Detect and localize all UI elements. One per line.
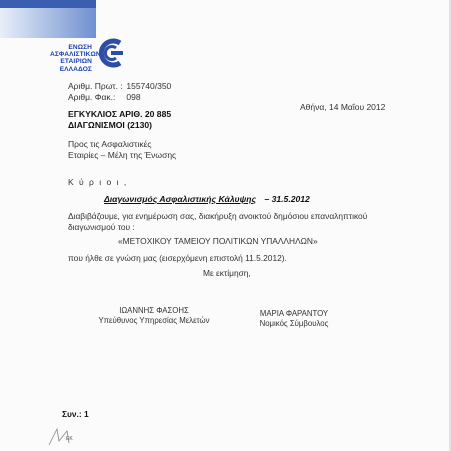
stamp-text: ΕΚ: [66, 436, 73, 442]
signature-block-1: [74, 306, 234, 326]
org-line-4: ΕΛΛΑΔΟΣ: [59, 65, 92, 73]
file-label: Αριθμ. Φακ.:: [68, 92, 116, 102]
union-logo-icon: [96, 38, 126, 68]
subject-text: Διαγωνισμός Ασφαλιστικής Κάλυψης: [104, 194, 257, 204]
signatory-role-2: Νομικός Σύμβουλος: [259, 319, 329, 328]
protocol-label: Αριθμ. Πρωτ. :: [68, 81, 123, 91]
circular-subtitle: ΔΙΑΓΩΝΙΣΜΟΙ (2130): [68, 120, 153, 130]
subject-date: – 31.5.2012: [264, 194, 310, 204]
salutation: Κ ύ ρ ι ο ι ,: [68, 177, 128, 187]
signatory-name-2: ΜΑΡΙΑ ΦΑΡΑΝΤΟΥ: [259, 309, 329, 318]
body-paragraph-2: που ήλθε σε γνώση μας (εισερχόμενη επιστολή 11.5.2012).: [68, 253, 287, 263]
signatory-role-1: Υπεύθυνος Υπηρεσίας Μελετών: [98, 316, 210, 325]
body-paragraph-1: Διαβιβάζουμε, για ενημέρωση σας, διακήρυξη ανοικτού δημόσιου επαναληπτικού διαγωνισμού του :: [68, 211, 368, 232]
file-value: 098: [126, 92, 141, 102]
circular-title: ΕΓΚΥΚΛΙΟΣ ΑΡΙΘ. 20 885: [68, 109, 172, 119]
fund-name: «ΜΕΤΟΧΙΚΟΥ ΤΑΜΕΙΟΥ ΠΟΛΙΤΙΚΩΝ ΥΠΑΛΛΗΛΩΝ»: [118, 236, 318, 246]
subject-line: [104, 194, 310, 204]
recipient-line-2: Εταιρίες – Μέλη της Ένωσης: [68, 150, 177, 160]
recipients: [68, 139, 176, 161]
signature-block-2: [234, 309, 354, 329]
signatory-name-1: ΙΩΑΝΝΗΣ ΦΑΣΟΗΣ: [119, 306, 189, 315]
organization-name: [50, 44, 101, 73]
letter-date: Αθήνα, 14 Μαΐου 2012: [300, 102, 386, 112]
recipient-line-1: Προς τις Ασφαλιστικές: [68, 139, 152, 149]
letterhead-gradient: [0, 8, 96, 38]
org-line-2: ΑΣΦΑΛΙΣΤΙΚΩΝ: [50, 51, 101, 59]
protocol-number: [68, 81, 171, 91]
org-line-3: ΕΤΑΙΡΙΩΝ: [60, 58, 92, 66]
letterhead-top-bar: [0, 0, 96, 8]
protocol-value: 155740/350: [126, 81, 172, 91]
file-number: [68, 92, 141, 102]
closing: Με εκτίμηση,: [203, 268, 251, 278]
org-line-1: ΕΝΩΣΗ: [68, 44, 92, 51]
enclosures: Συν.: 1: [62, 409, 89, 419]
